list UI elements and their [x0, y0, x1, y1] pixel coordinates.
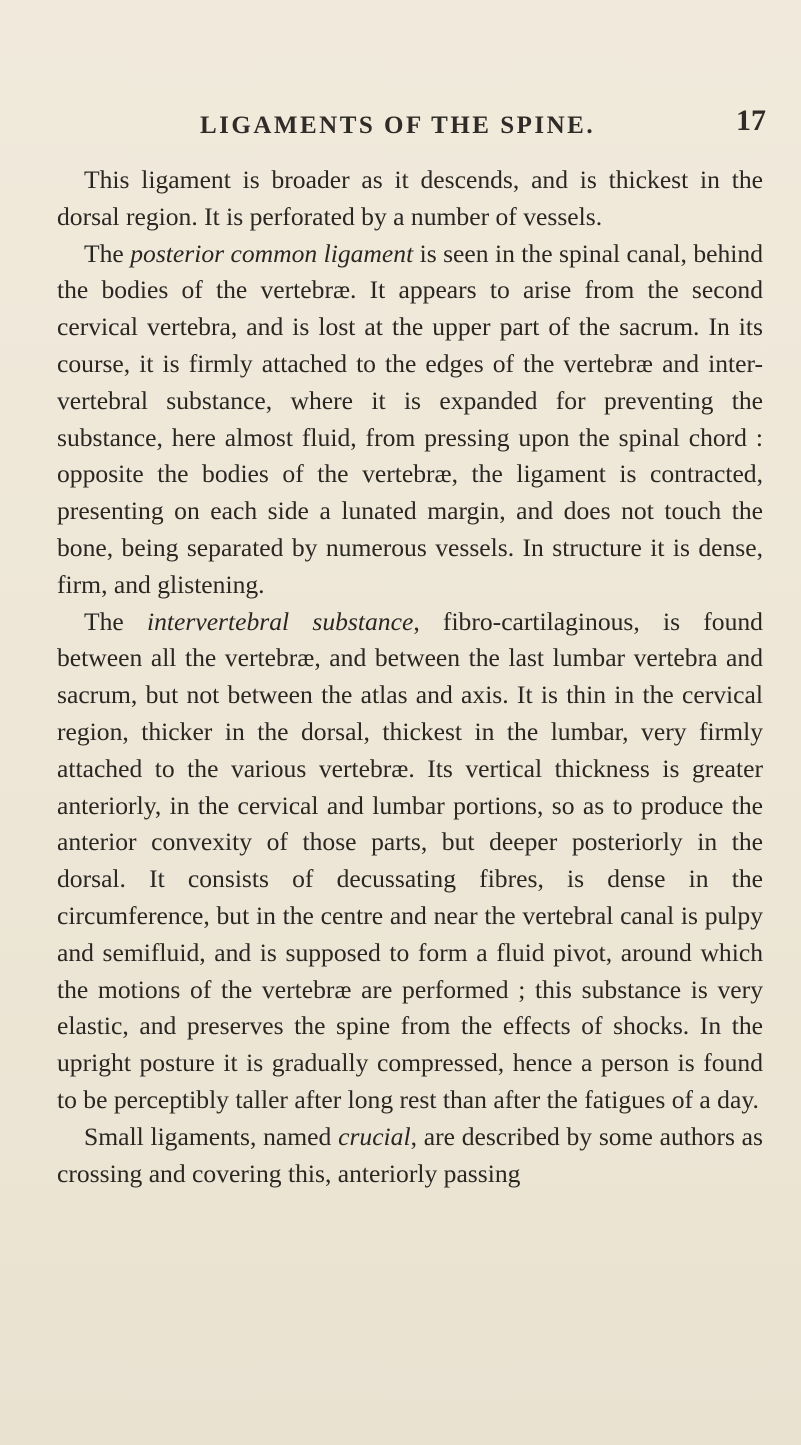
paragraph-2-lead: The — [84, 238, 131, 268]
paragraph-2-body: is seen in the spinal canal, behind the bodies of the vertebræ. It appears to arise from the second cervical vertebra, and is lost at the upper part of the sacrum. In its course, it is firmly attached to the edges of the vertebræ and inter-vertebral substance, where it is expanded for preventing the substance, here almost fluid, from pressing upon the spinal chord : opposite the bodies of the vertebræ, the ligament is contracted, presenting on each side a lunated margin, and does not touch the bone, being separated by numerous vessels. In structure it is dense, firm, and glistening. — [57, 238, 763, 599]
body-text — [57, 162, 763, 1192]
term-posterior-common-ligament: posterior common ligament — [130, 238, 414, 268]
term-crucial: crucial — [338, 1121, 411, 1151]
paragraph-3-body: , fibro-cartilaginous, is found between all the vertebræ, and between the last lumbar vertebra and sacrum, but not between the atlas and axis. It is thin in the cervical region, thicker in the dorsal, thickest in the lumbar, very firmly attached to the various vertebræ. Its vertical thickness is greater anteriorly, in the cervical and lumbar portions, so as to produce the anterior convexity of those parts, but deeper posteriorly in the dorsal. It consists of decussating fibres, is dense in the circumference, but in the centre and near the vertebral canal is pulpy and semifluid, and is supposed to form a fluid pivot, around which the motions of the vertebræ are performed ; this substance is very elastic, and preserves the spine from the effects of shocks. In the upright posture it is gradually compressed, hence a person is found to be perceptibly taller after long rest than after the fatigues of a day. — [57, 606, 763, 1114]
page-number: 17 — [736, 104, 766, 137]
term-intervertebral-substance: intervertebral substance — [147, 606, 414, 636]
paragraph-2 — [57, 236, 763, 604]
paragraph-3 — [57, 604, 763, 1119]
running-head: LIGAMENTS OF THE SPINE. — [200, 112, 596, 139]
paragraph-4-lead: Small ligaments, named — [84, 1121, 339, 1151]
paragraph-3-lead: The — [84, 606, 147, 636]
paragraph-1: This ligament is broader as it descends, and is thickest in the dorsal region. It is perforated by a number of vessels. — [57, 165, 763, 231]
paragraph-4 — [57, 1119, 763, 1193]
paragraph-4-body: , are described by some authors as crossing and covering this, anteriorly passing — [57, 1121, 763, 1188]
